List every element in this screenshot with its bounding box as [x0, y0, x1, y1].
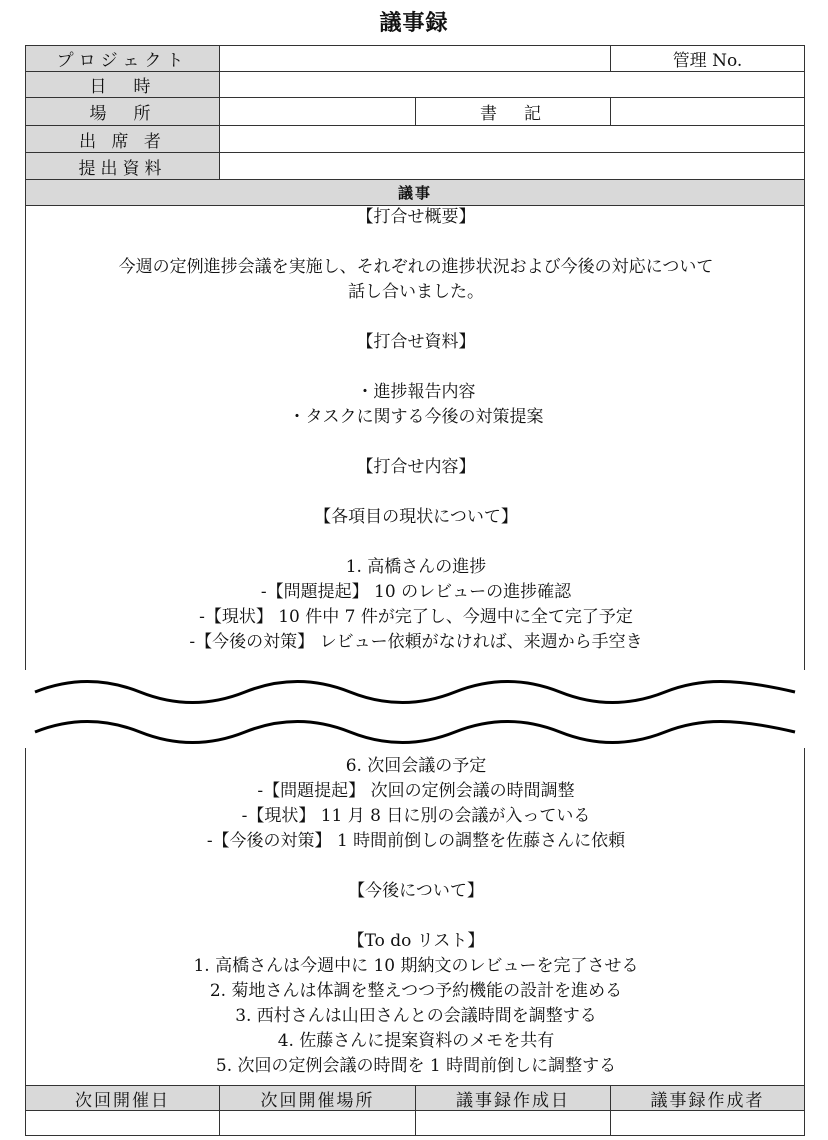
body-line: -【今後の対策】 1 時間前倒しの調整を佐藤さんに依頼 [206, 831, 626, 851]
wave-line-bottom [35, 722, 795, 743]
created-date-value[interactable] [415, 1110, 611, 1136]
body-line: 2. 菊地さんは体調を整えつつ予約機能の設計を進める [209, 981, 623, 1001]
project-label: プロジェクト [25, 45, 220, 72]
wave-line-top [35, 682, 795, 703]
body-line: 4. 佐藤さんに提案資料のメモを共有 [277, 1031, 555, 1051]
body-line: 今週の定例進捗会議を実施し、それぞれの進捗状況および今後の対応について [118, 257, 714, 277]
document-title: 議事録 [379, 11, 449, 36]
next-place-label: 次回開催場所 [219, 1085, 416, 1111]
datetime-value[interactable] [219, 71, 805, 98]
project-value[interactable] [219, 45, 611, 72]
body-line: 【To do リスト】 [347, 931, 485, 951]
next-place-value[interactable] [219, 1110, 416, 1136]
body-line: 1. 高橋さんは今週中に 10 期納文のレビューを完了させる [193, 956, 639, 976]
page-break-wave [0, 670, 828, 750]
kanri-no-label: 管理 No. [610, 45, 805, 72]
body-line: -【現状】 11 月 8 日に別の会議が入っている [241, 806, 591, 826]
minutes-body-top [25, 205, 805, 670]
body-line: 1. 高橋さんの進捗 [345, 557, 487, 577]
next-date-value[interactable] [25, 1110, 220, 1136]
body-line: -【問題提起】 10 のレビューの進捗確認 [260, 582, 572, 602]
body-line: 話し合いました。 [348, 282, 484, 302]
attendees-label: 出 席 者 [25, 125, 220, 153]
next-date-label: 次回開催日 [25, 1085, 220, 1111]
body-line: 6. 次回会議の予定 [345, 756, 487, 776]
minutes-body-bottom [25, 748, 805, 1085]
author-value[interactable] [610, 1110, 805, 1136]
materials-label: 提出資料 [25, 152, 220, 180]
body-line: ・進捗報告内容 [356, 382, 476, 402]
body-line: 【打合せ内容】 [356, 457, 476, 477]
body-line: 5. 次回の定例会議の時間を 1 時間前倒しに調整する [215, 1056, 617, 1076]
place-value[interactable] [219, 97, 416, 126]
materials-value[interactable] [219, 152, 805, 180]
agenda-header: 議事 [25, 179, 805, 206]
author-label: 議事録作成者 [610, 1085, 805, 1111]
body-line: -【問題提起】 次回の定例会議の時間調整 [257, 781, 575, 801]
datetime-label: 日 時 [25, 71, 220, 98]
attendees-value[interactable] [219, 125, 805, 153]
body-line: 3. 西村さんは山田さんとの会議時間を調整する [235, 1006, 597, 1026]
body-line: 【各項目の現状について】 [314, 507, 518, 527]
body-line: ・タスクに関する今後の対策提案 [288, 407, 544, 427]
body-line: 【打合せ資料】 [356, 332, 476, 352]
body-line: -【今後の対策】 レビュー依頼がなければ、来週から手空き [189, 632, 643, 652]
created-date-label: 議事録作成日 [415, 1085, 611, 1111]
scribe-label: 書 記 [415, 97, 611, 126]
scribe-value[interactable] [610, 97, 805, 126]
body-line: 【今後について】 [348, 881, 484, 901]
body-line: 【打合せ概要】 [356, 207, 476, 227]
body-line: -【現状】 10 件中 7 件が完了し、今週中に全て完了予定 [199, 607, 633, 627]
place-label: 場 所 [25, 97, 220, 126]
